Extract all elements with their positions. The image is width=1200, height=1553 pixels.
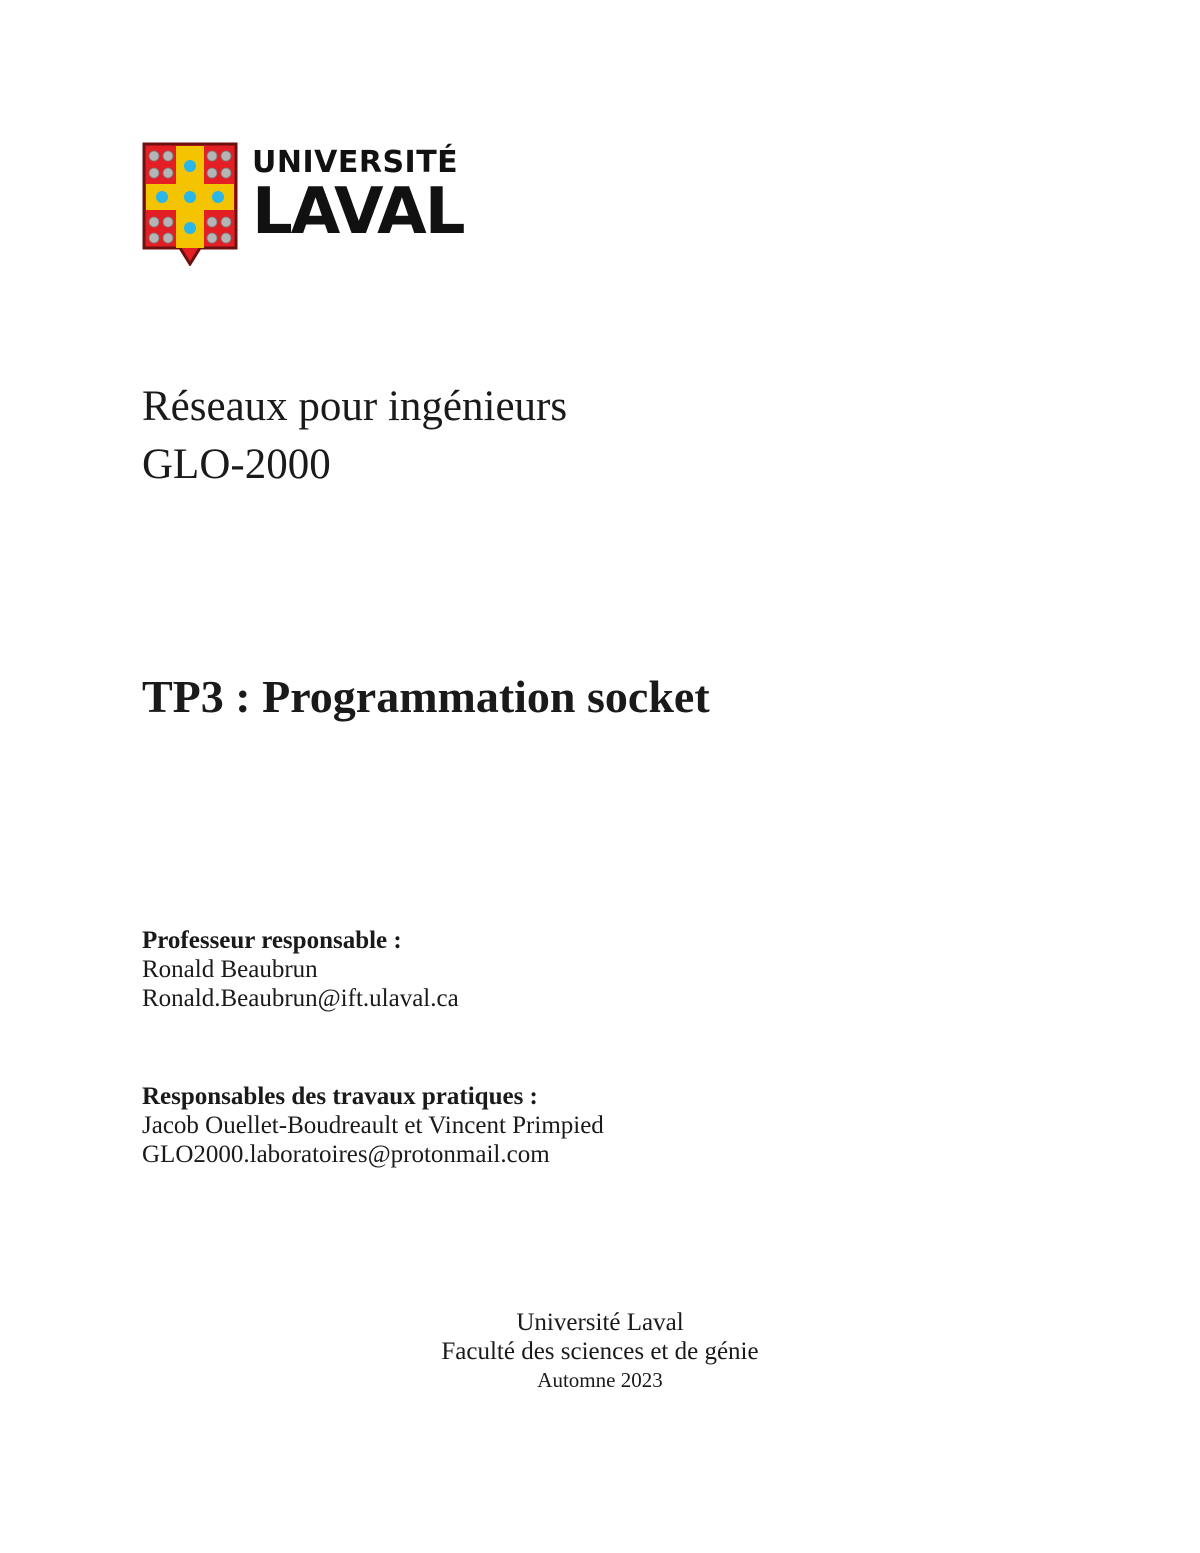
professor-section [142,926,459,1013]
footer-university: Université Laval [516,1309,684,1336]
footer-faculty: Faculté des sciences et de génie [441,1338,759,1365]
wordmark-laval: LAVAL [252,175,464,249]
professor-heading: Professeur responsable : [142,927,402,954]
assignment-title: TP3 : Programmation socket [142,671,710,722]
course-title: Réseaux pour ingénieurs [142,383,568,430]
professor-email: Ronald.Beaubrun@ift.ulaval.ca [142,985,459,1012]
lab-email: GLO2000.laboratoires@protonmail.com [142,1141,550,1168]
wordmark-universite: UNIVERSITÉ [252,145,459,180]
footer [0,1308,1200,1395]
course-heading [142,378,567,494]
university-wordmark [252,145,464,249]
lab-heading: Responsables des travaux pratiques : [142,1083,538,1110]
universite-laval-crest-icon [142,142,238,266]
course-code: GLO-2000 [142,441,331,488]
lab-names: Jacob Ouellet-Boudreault et Vincent Primpied [142,1112,604,1139]
footer-term: Automne 2023 [537,1368,663,1392]
university-logo [142,142,464,268]
lab-section [142,1082,604,1169]
professor-name: Ronald Beaubrun [142,956,318,983]
